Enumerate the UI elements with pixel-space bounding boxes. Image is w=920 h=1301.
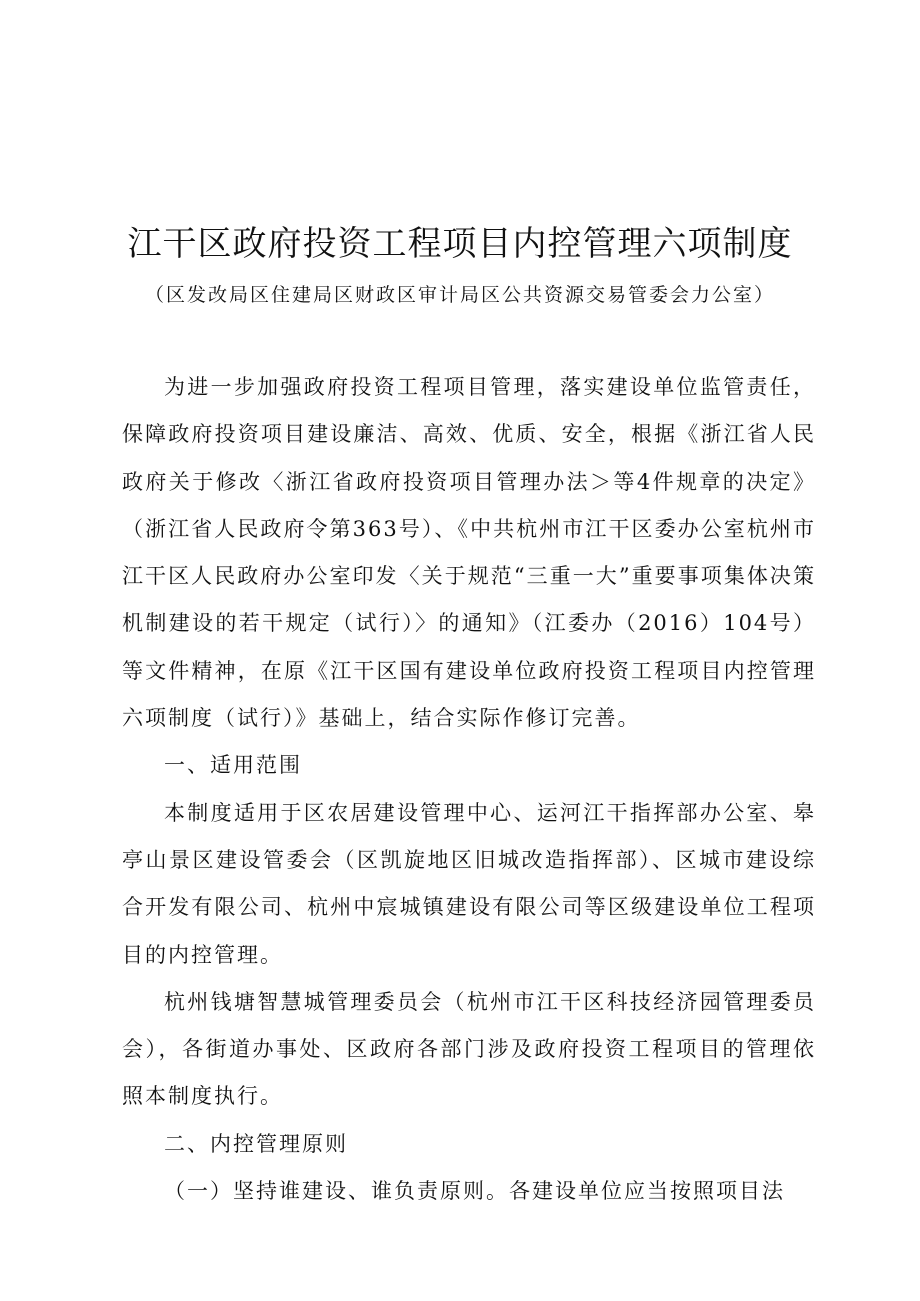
scope-paragraph-2: 杭州钱塘智慧城管理委员会（杭州市江干区科技经济园管理委员会），各街道办事处、区政府各部门涉及政府投资工程项目的管理依照本制度执行。 [122,989,816,1109]
section-heading-principles: 二、内控管理原则 [164,1131,348,1156]
intro-paragraph: 为进一步加强政府投资工程项目管理，落实建设单位监管责任，保障政府投资项目建设廉洁、高效、优质、安全，根据《浙江省人民政府关于修改〈浙江省政府投资项目管理办法＞等4件规章的决定》（浙江省人民政府令第363号）、《中共杭州市江干区委办公室杭州市江干区人民政府办公室印发〈关于规范“三重一大”重要事项集体决策机制建设的若干规定（试行）〉的通知》（江委办（2016）104号）等文件精神，在原《江干区国有建设单位政府投资工程项目内控管理六项制度（试行）》基础上，结合实际作修订完善。 [122,375,816,731]
document-title: 江干区政府投资工程项目内控管理六项制度 [127,224,793,264]
document-issuers: （区发改局区住建局区财政区审计局区公共资源交易管委会力公室） [144,284,775,306]
principle-clause-1: （一）坚持谁建设、谁负责原则。各建设单位应当按照项目法 [164,1179,785,1204]
section-heading-scope: 一、适用范围 [164,753,302,778]
scope-paragraph-1: 本制度适用于区农居建设管理中心、运河江干指挥部办公室、皋亭山景区建设管委会（区凯旋地区旧城改造指挥部）、区城市建设综合开发有限公司、杭州中宸城镇建设有限公司等区级建设单位工程项目的内控管理。 [122,800,816,967]
document-body [122,364,816,1215]
